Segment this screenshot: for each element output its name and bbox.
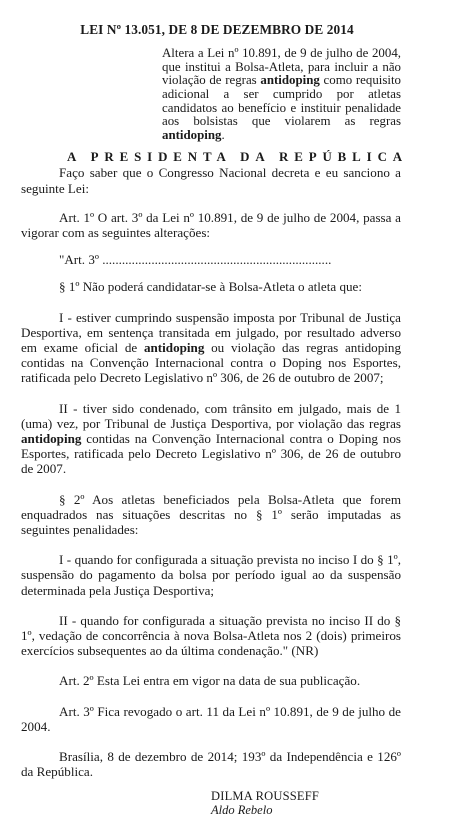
ementa-text-3: . <box>221 127 225 142</box>
article-2: Art. 2º Esta Lei entra em vigor na data de sua publicação. <box>59 673 361 689</box>
law-ementa <box>162 47 401 142</box>
signature-block <box>211 789 401 817</box>
penalty-1: I - quando for configurada a situação prevista no inciso I do § 1º, suspensão do pagamento da bolsa por período igual ao da suspensão determinada pela Justiça Desportiva; <box>21 552 401 598</box>
article-3: Art. 3º Fica revogado o art. 11 da Lei nº 10.891, de 9 de julho de 2004. <box>21 703 401 734</box>
presidenta-heading: A PRESIDENTA DA REPÚBLICA <box>67 150 409 165</box>
inciso-1-text-a: I - estiver cumprindo suspensão imposta por Tribunal de Justiça Desportiva, em sentença transitada em julgado, por resultado adverso em exame oficial de <box>21 309 401 355</box>
signer-president: DILMA ROUSSEFF <box>211 789 320 804</box>
paragraph-1: § 1º Não poderá candidatar-se à Bolsa-Atleta o atleta que: <box>59 279 363 295</box>
intro-paragraph: Faço saber que o Congresso Nacional decreta e eu sanciono a seguinte Lei: <box>21 165 401 196</box>
date-line: Brasília, 8 de dezembro de 2014; 193º da Independência e 126º da República. <box>21 749 401 780</box>
penalty-2: II - quando for configurada a situação prevista no inciso II do § 1º, vedação de concorrência à nova Bolsa-Atleta nos 2 (dois) primeiros exercícios subsequentes ao da última condenação." (NR) <box>21 612 401 659</box>
inciso-1-bold: antidoping <box>143 339 205 355</box>
ementa-bold-1: antidoping <box>260 73 320 88</box>
inciso-2-bold: antidoping <box>21 431 82 446</box>
inciso-2-text-b: contidas na Convenção Internacional contra o Doping nos Esportes, ratificada pelo Decreto Legislativo nº 306, de 26 de outubro de 2007. <box>21 431 401 477</box>
law-title: LEI Nº 13.051, DE 8 DE DEZEMBRO DE 2014 <box>80 22 354 37</box>
inciso-1 <box>21 310 401 386</box>
ementa-text-2: como requisito adicional a ser cumprido por atletas candidatos ao benefício e instituir penalidade aos bolsistas que violarem as regras <box>162 73 401 129</box>
ementa-text-1: Altera a Lei nº 10.891, de 9 de julho de 2004, que institui a Bolsa-Atleta, para incluir a não violação de regras <box>162 46 401 88</box>
article-1: Art. 1º O art. 3º da Lei nº 10.891, de 9 de julho de 2004, passa a vigorar com as seguintes alterações: <box>21 209 401 240</box>
signer-minister: Aldo Rebelo <box>211 803 273 817</box>
article-3-heading: "Art. 3º ...................................................................... <box>59 252 332 268</box>
inciso-1-text-b: ou violação das regras antidoping contidas na Convenção Internacional contra o Doping nos Esportes, ratificada pelo Decreto Legislativo nº 306, de 26 de outubro de 2007; <box>21 339 402 386</box>
law-document <box>21 8 409 817</box>
ementa-bold-2: antidoping <box>162 127 222 142</box>
inciso-2-text-a: II - tiver sido condenado, com trânsito em julgado, mais de 1 (uma) vez, por Tribunal de Justiça Desportiva, por violação das regras <box>21 400 401 431</box>
inciso-2 <box>21 401 401 477</box>
paragraph-2: § 2º Aos atletas beneficiados pela Bolsa-Atleta que forem enquadrados nas situações descritas no § 1º serão imputadas as seguintes penalidades: <box>21 491 401 538</box>
